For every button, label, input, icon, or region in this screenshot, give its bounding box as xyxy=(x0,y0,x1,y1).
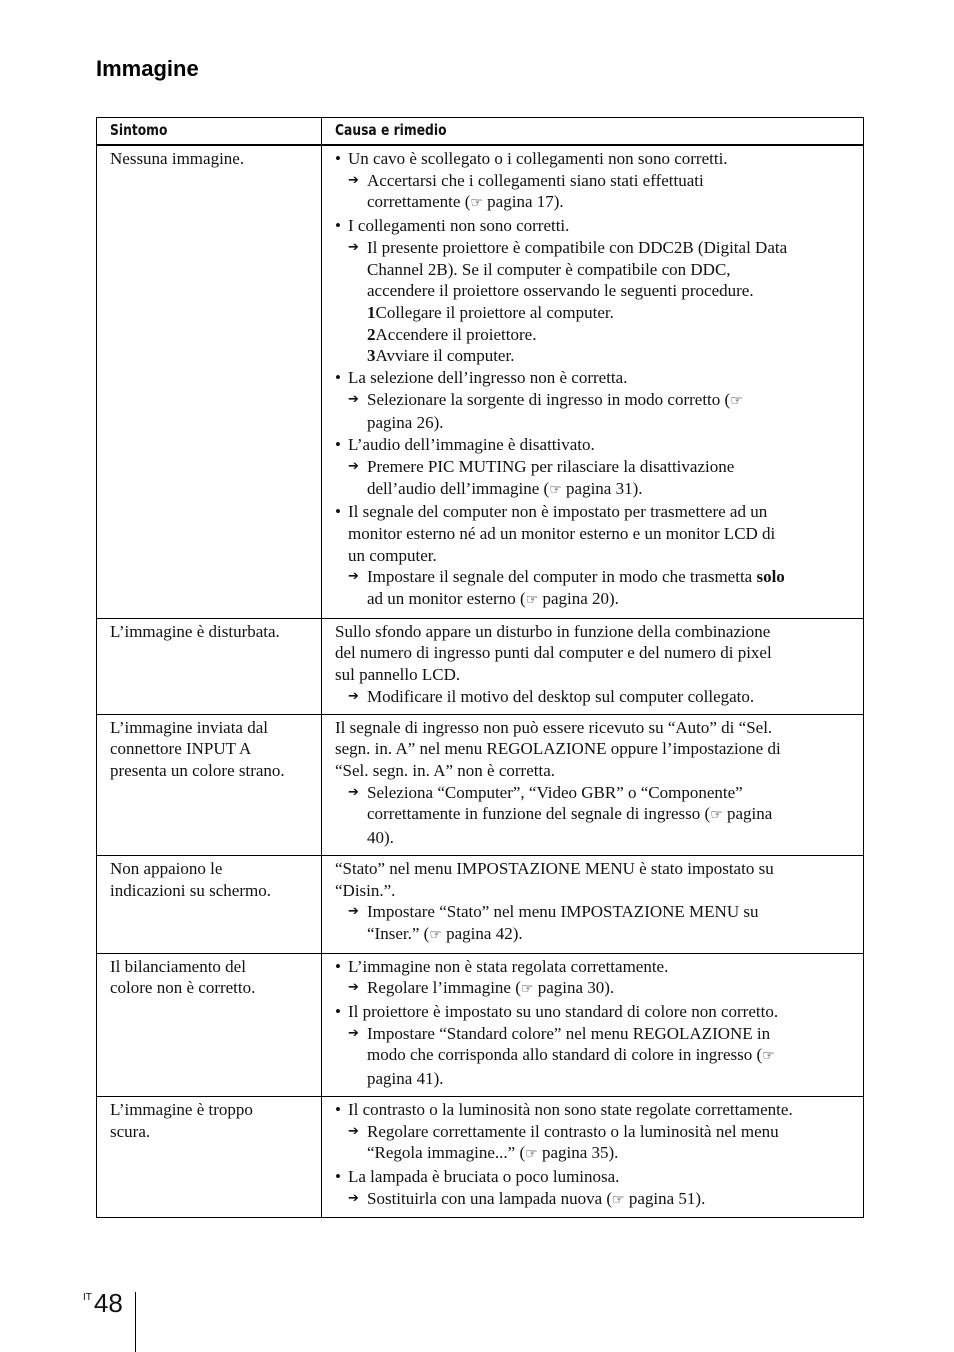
column-header-symptom: Sintomo xyxy=(97,118,322,146)
cause-cell xyxy=(322,953,864,1096)
symptom-cell xyxy=(97,618,322,714)
page-reference-icon: ☞ xyxy=(549,481,562,498)
line-text: I collegamenti non sono corretti. xyxy=(348,216,570,236)
cause-continuation xyxy=(335,523,853,545)
table-row xyxy=(97,953,864,1096)
line-text: Accertarsi che i collegamenti siano stati effettuati xyxy=(367,170,704,190)
cause-paragraph-line xyxy=(335,880,853,902)
section-title: Immagine xyxy=(96,56,199,81)
symptom-text: colore non è corretto. xyxy=(110,978,256,998)
step-number: 1 xyxy=(367,302,376,322)
remedy-continuation xyxy=(335,1142,853,1166)
symptom-text: scura. xyxy=(110,1121,151,1141)
line-text: Il proiettore è impostato su uno standard di colore non corretto. xyxy=(348,1002,779,1022)
cause-item xyxy=(335,956,853,978)
page-reference-icon: ☞ xyxy=(429,926,442,943)
remedy-item xyxy=(335,389,853,413)
cause-cell xyxy=(322,618,864,714)
line-text: La selezione dell’ingresso non è corretta. xyxy=(348,368,628,388)
cause-cell xyxy=(322,714,864,855)
cause-cell xyxy=(322,145,864,618)
symptom-text: Non appaiono le xyxy=(110,858,223,878)
symptom-text: indicazioni su schermo. xyxy=(110,880,271,900)
page-reference-text: pagina 42). xyxy=(446,923,523,943)
remedy-continuation xyxy=(335,478,853,502)
cause-item xyxy=(335,215,853,237)
cause-paragraph-line xyxy=(335,738,853,760)
line-text: “Sel. segn. in. A” non è corretta. xyxy=(335,760,555,780)
line-text: pagina 41). xyxy=(367,1069,444,1089)
line-text: “Inser.” ( xyxy=(367,923,430,943)
cause-paragraph-line xyxy=(335,760,853,782)
line-text: Collegare il proiettore al computer. xyxy=(375,302,614,322)
remedy-item xyxy=(335,686,853,708)
arrow-right-icon: ➔ xyxy=(348,391,359,407)
cause-item xyxy=(335,1001,853,1023)
bullet-icon: • xyxy=(335,956,341,976)
arrow-right-icon: ➔ xyxy=(348,980,359,996)
remedy-continuation xyxy=(335,1068,853,1090)
line-text: Avviare il computer. xyxy=(375,346,515,366)
page-reference-text: pagina 30). xyxy=(537,978,615,998)
symptom-text: presenta un colore strano. xyxy=(110,760,285,780)
cause-item xyxy=(335,148,853,170)
remedy-continuation xyxy=(335,324,853,346)
symptom-cell xyxy=(97,855,322,953)
line-text: modo che corrisponda allo standard di colore in ingresso ( xyxy=(367,1045,763,1065)
symptom-text: L’immagine è disturbata. xyxy=(110,621,280,641)
page-reference-icon: ☞ xyxy=(525,1146,538,1163)
arrow-right-icon: ➔ xyxy=(348,239,359,255)
bullet-icon: • xyxy=(335,1166,341,1186)
line-text: Modificare il motivo del desktop sul computer collegato. xyxy=(367,686,755,706)
line-text: accendere il proiettore osservando le seguenti procedure. xyxy=(367,281,754,301)
line-text: Premere PIC MUTING per rilasciare la disattivazione xyxy=(367,456,735,476)
page-reference-icon: ☞ xyxy=(612,1191,625,1208)
symptom-cell xyxy=(97,714,322,855)
bullet-icon: • xyxy=(335,502,341,522)
arrow-right-icon: ➔ xyxy=(348,1123,359,1139)
remedy-item xyxy=(335,456,853,478)
page-reference-icon: ☞ xyxy=(525,592,539,609)
arrow-right-icon: ➔ xyxy=(348,458,359,474)
line-text: L’audio dell’immagine è disattivato. xyxy=(348,435,595,455)
line-text: segn. in. A” nel menu REGOLAZIONE oppure l’impostazione di xyxy=(335,739,781,759)
page-reference-text: pagina 31). xyxy=(566,478,643,498)
step-number: 2 xyxy=(367,324,376,344)
step-number: 3 xyxy=(367,346,376,366)
symptom-cell xyxy=(97,145,322,618)
line-text: Il contrasto o la luminosità non sono state regolate correttamente. xyxy=(348,1099,793,1119)
emphasis-text: solo xyxy=(756,567,785,587)
language-code: IT xyxy=(83,1292,92,1303)
line-text: Regolare l’immagine ( xyxy=(367,978,521,998)
page-number-value: 48 xyxy=(93,1288,123,1318)
line-text: Regolare correttamente il contrasto o la luminosità nel menu xyxy=(367,1121,779,1141)
bullet-icon: • xyxy=(335,216,341,236)
table-row xyxy=(97,145,864,618)
cause-cell xyxy=(322,855,864,953)
line-text: correttamente in funzione del segnale di ingresso ( xyxy=(367,804,711,824)
symptom-text: Il bilanciamento del xyxy=(110,956,246,976)
remedy-item xyxy=(335,901,853,923)
line-text: pagina 26). xyxy=(367,413,444,433)
remedy-continuation xyxy=(335,259,853,281)
bullet-icon: • xyxy=(335,149,341,168)
remedy-continuation xyxy=(335,588,853,612)
cause-paragraph-line xyxy=(335,664,853,686)
line-text: La lampada è bruciata o poco luminosa. xyxy=(348,1166,620,1186)
remedy-item xyxy=(335,1121,853,1143)
symptom-text: L’immagine inviata dal xyxy=(110,717,268,737)
line-text: Un cavo è scollegato o i collegamenti non sono corretti. xyxy=(348,149,728,168)
line-text: correttamente ( xyxy=(367,192,471,212)
bullet-icon: • xyxy=(335,368,341,388)
table-row xyxy=(97,714,864,855)
line-text: “Stato” nel menu IMPOSTAZIONE MENU è stato impostato su xyxy=(335,858,774,878)
line-text: “Disin.”. xyxy=(335,880,396,900)
line-text: Channel 2B). Se il computer è compatibile con DDC, xyxy=(367,259,731,279)
cause-paragraph-line xyxy=(335,621,853,643)
remedy-continuation xyxy=(335,302,853,324)
table-header-row xyxy=(97,118,864,146)
remedy-item xyxy=(335,237,853,259)
line-text: sul pannello LCD. xyxy=(335,665,461,685)
line-text: L’immagine non è stata regolata correttamente. xyxy=(348,956,669,976)
remedy-continuation xyxy=(335,803,853,827)
remedy-continuation xyxy=(335,1044,853,1068)
line-text: Sostituirla con una lampada nuova ( xyxy=(367,1188,613,1208)
arrow-right-icon: ➔ xyxy=(348,1025,359,1041)
arrow-right-icon: ➔ xyxy=(348,569,359,585)
line-text: Sullo sfondo appare un disturbo in funzione della combinazione xyxy=(335,621,771,641)
page-reference-text: pagina 35). xyxy=(541,1143,619,1163)
symptom-cell xyxy=(97,1096,322,1218)
remedy-continuation xyxy=(335,412,853,434)
bullet-icon: • xyxy=(335,1002,341,1022)
page-reference-icon: ☞ xyxy=(710,807,723,824)
cause-cell xyxy=(322,1096,864,1218)
line-text: un computer. xyxy=(348,545,437,565)
remedy-item xyxy=(335,170,853,192)
line-text: Il segnale del computer non è impostato per trasmettere ad un xyxy=(348,502,768,522)
cause-item xyxy=(335,367,853,389)
table-row xyxy=(97,855,864,953)
remedy-continuation xyxy=(335,923,853,947)
line-text: ad un monitor esterno ( xyxy=(367,589,526,609)
page-reference-text: pagina 20). xyxy=(542,589,619,609)
symptom-text: connettore INPUT A xyxy=(110,739,252,759)
cause-item xyxy=(335,1166,853,1188)
page-reference-text: pagina 17). xyxy=(487,192,564,212)
line-text: Seleziona “Computer”, “Video GBR” o “Componente” xyxy=(367,782,743,802)
line-text: Impostare il segnale del computer in modo che trasmetta xyxy=(367,567,757,587)
remedy-continuation xyxy=(335,345,853,367)
cause-paragraph-line xyxy=(335,858,853,880)
line-text: Il segnale di ingresso non può essere ricevuto su “Auto” di “Sel. xyxy=(335,717,773,737)
remedy-item xyxy=(335,1188,853,1212)
cause-paragraph-line xyxy=(335,717,853,739)
cause-item xyxy=(335,1099,853,1121)
page-reference-icon: ☞ xyxy=(762,1048,775,1065)
line-text: Il presente proiettore è compatibile con DDC2B (Digital Data xyxy=(367,237,788,257)
remedy-continuation xyxy=(335,191,853,215)
remedy-item xyxy=(335,1023,853,1045)
bullet-icon: • xyxy=(335,435,341,455)
line-text: Selezionare la sorgente di ingresso in modo corretto ( xyxy=(367,389,731,409)
column-header-cause: Causa e rimedio xyxy=(322,118,864,146)
cause-paragraph-line xyxy=(335,642,853,664)
line-text: Impostare “Standard colore” nel menu REGOLAZIONE in xyxy=(367,1023,771,1043)
cause-item xyxy=(335,434,853,456)
footer-divider xyxy=(135,1292,136,1352)
line-text: monitor esterno né ad un monitor esterno e un monitor LCD di xyxy=(348,523,776,543)
line-text: Accendere il proiettore. xyxy=(375,324,537,344)
page-reference-icon: ☞ xyxy=(730,392,743,409)
remedy-item xyxy=(335,977,853,1001)
line-text: “Regola immagine...” ( xyxy=(367,1143,526,1163)
troubleshooting-table xyxy=(96,117,864,1218)
line-text: 40). xyxy=(367,828,394,848)
line-text: del numero di ingresso punti dal computer e del numero di pixel xyxy=(335,643,772,663)
symptom-text: Nessuna immagine. xyxy=(110,149,245,168)
table-row xyxy=(97,618,864,714)
cause-continuation xyxy=(335,545,853,567)
page-number xyxy=(83,1288,123,1319)
cause-item xyxy=(335,501,853,523)
page-reference-text: pagina 51). xyxy=(628,1188,706,1208)
remedy-item xyxy=(335,782,853,804)
arrow-right-icon: ➔ xyxy=(348,1190,359,1206)
page-reference-text: pagina xyxy=(727,804,773,824)
symptom-text: L’immagine è troppo xyxy=(110,1099,253,1119)
page-reference-icon: ☞ xyxy=(520,981,534,998)
remedy-continuation xyxy=(335,280,853,302)
arrow-right-icon: ➔ xyxy=(348,688,359,704)
page-reference-icon: ☞ xyxy=(470,195,483,212)
symptom-cell xyxy=(97,953,322,1096)
line-text: Impostare “Stato” nel menu IMPOSTAZIONE MENU su xyxy=(367,902,759,922)
table-row xyxy=(97,1096,864,1218)
arrow-right-icon: ➔ xyxy=(348,172,359,188)
arrow-right-icon: ➔ xyxy=(348,784,359,800)
remedy-continuation xyxy=(335,827,853,849)
arrow-right-icon: ➔ xyxy=(348,904,359,920)
line-text: dell’audio dell’immagine ( xyxy=(367,478,550,498)
remedy-item xyxy=(335,566,853,588)
bullet-icon: • xyxy=(335,1099,341,1119)
